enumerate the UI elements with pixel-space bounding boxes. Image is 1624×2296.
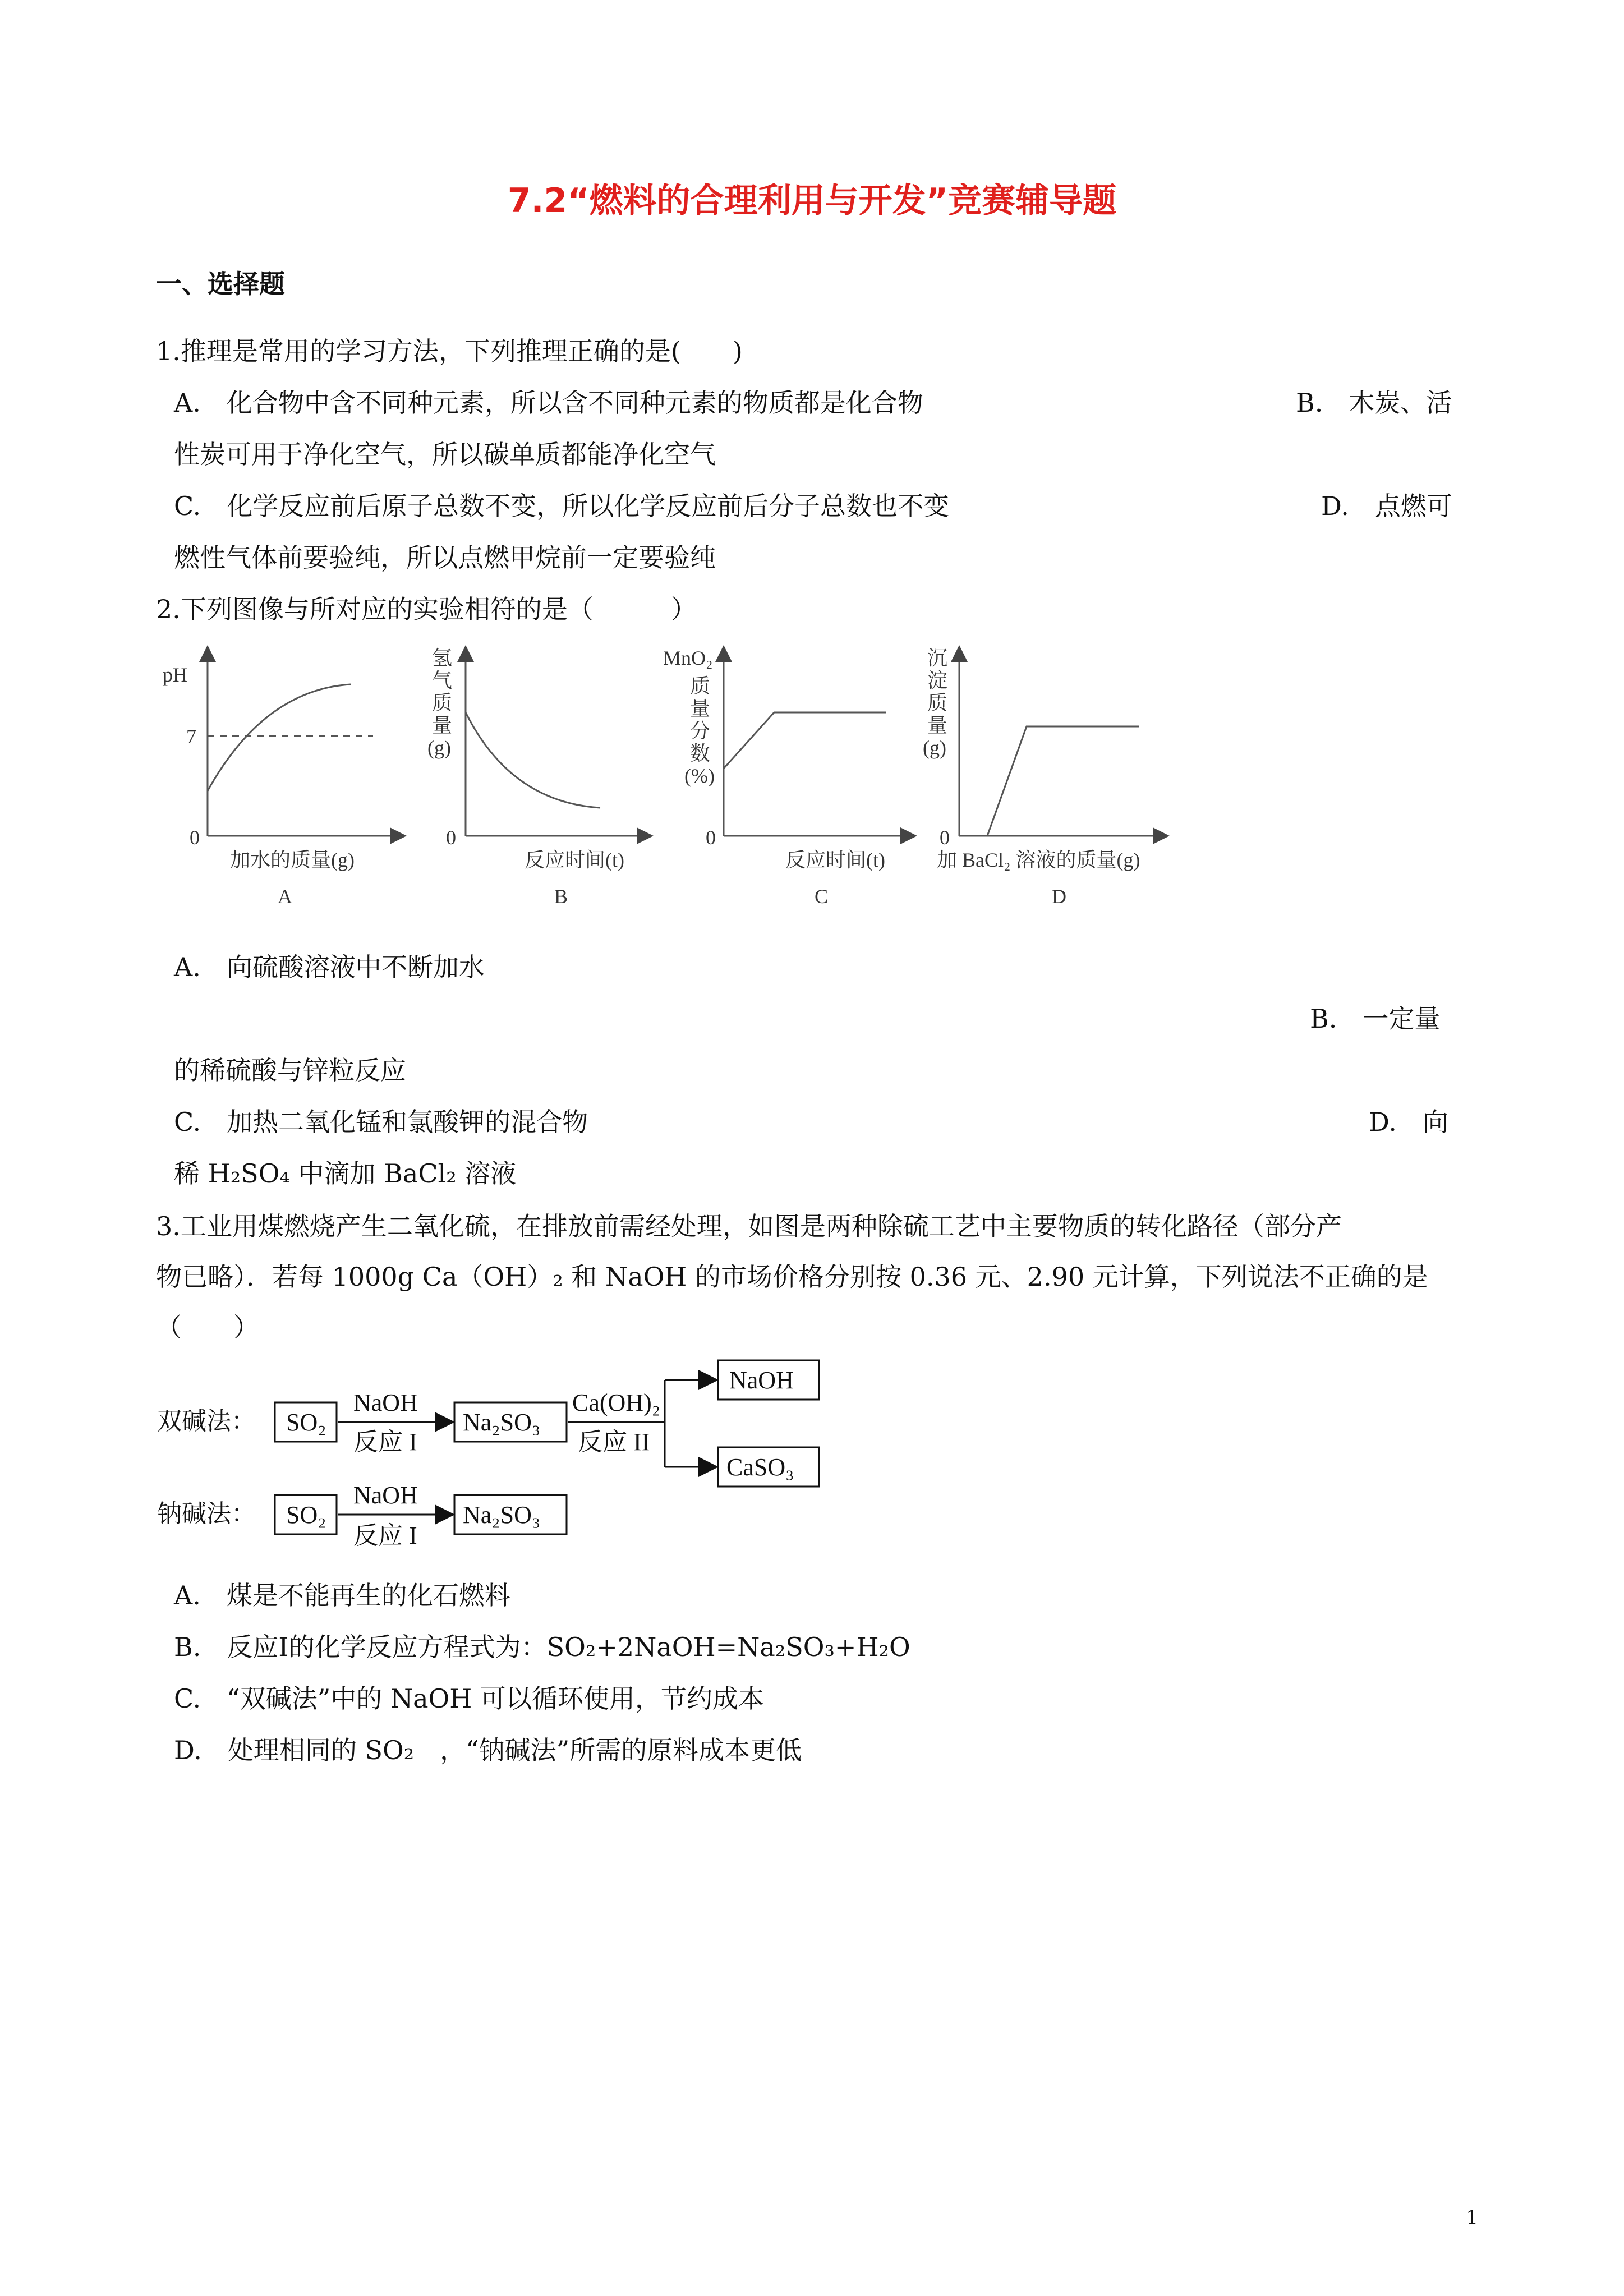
q3-stem-line1: 3.工业用煤燃烧产生二氧化硫，在排放前需经处理，如图是两种除硫工艺中主要物质的转化路径（部分产 bbox=[156, 1211, 1342, 1241]
graph-a-caption: A bbox=[278, 885, 292, 908]
q2-option-c: C. 加热二氧化锰和氯酸钾的混合物 bbox=[174, 1107, 588, 1137]
graph-b-ylabel-0: 氢 bbox=[432, 647, 453, 669]
graph-b-ylabel-4: (g) bbox=[427, 737, 451, 759]
q1-option-d-cont: 燃性气体前要验纯，所以点燃甲烷前一定要验纯 bbox=[174, 542, 716, 573]
section-heading: 一、选择题 bbox=[156, 269, 285, 299]
graph-b-caption: B bbox=[554, 885, 568, 908]
graph-a-zero: 0 bbox=[190, 826, 200, 849]
graph-c-ylabel-1: 量 bbox=[690, 697, 711, 720]
graph-c-ylabel-title: MnO₂ bbox=[663, 647, 713, 669]
so2-label-2: SO₂ bbox=[286, 1501, 326, 1529]
q1-option-b: B. 木炭、活 bbox=[1296, 388, 1452, 418]
graph-d-ylabel-3: 量 bbox=[927, 714, 948, 737]
graph-b-curve bbox=[466, 712, 600, 808]
q2-option-d-cont: 稀 H₂SO₄ 中滴加 BaCl₂ 溶液 bbox=[174, 1158, 517, 1189]
so2-label-1: SO₂ bbox=[286, 1409, 326, 1436]
caoh2-label: Ca(OH)₂ bbox=[572, 1389, 661, 1416]
q1-option-c: C. 化学反应前后原子总数不变，所以化学反应前后分子总数也不变 bbox=[174, 491, 950, 521]
graph-c-xlabel: 反应时间(t) bbox=[785, 849, 885, 871]
graph-b-ylabel-2: 质 bbox=[432, 692, 453, 714]
q3-option-a: A. 煤是不能再生的化石燃料 bbox=[174, 1580, 510, 1611]
q3-process-diagram bbox=[151, 1341, 858, 1565]
graph-c-caption: C bbox=[815, 885, 829, 908]
graph-b-ylabel-1: 气 bbox=[432, 669, 453, 692]
graph-c bbox=[724, 654, 909, 836]
naoh-out-label: NaOH bbox=[729, 1366, 794, 1394]
graph-d-zero: 0 bbox=[940, 826, 950, 849]
q2-option-b-cont: 的稀硫酸与锌粒反应 bbox=[174, 1055, 406, 1085]
graph-b-zero: 0 bbox=[446, 826, 456, 849]
q2-stem: 2.下列图像与所对应的实验相符的是（ ） bbox=[156, 594, 697, 624]
page-title: 7.2“燃料的合理利用与开发”竞赛辅导题 bbox=[507, 181, 1117, 220]
graph-a-xlabel: 加水的质量(g) bbox=[230, 849, 355, 871]
graph-c-zero: 0 bbox=[706, 826, 716, 849]
graph-d-ylabel-1: 淀 bbox=[927, 669, 948, 692]
graph-c-ylabel-4: (%) bbox=[684, 765, 715, 787]
q1-option-a: A. 化合物中含不同种元素，所以含不同种元素的物质都是化合物 bbox=[174, 388, 923, 418]
graph-c-ylabel-0: 质 bbox=[690, 675, 711, 697]
graph-a bbox=[208, 654, 398, 836]
graph-d bbox=[959, 654, 1161, 836]
page-number: 1 bbox=[1466, 2206, 1478, 2229]
graph-a-curve bbox=[208, 684, 351, 791]
reaction1-label-1: 反应 I bbox=[353, 1428, 417, 1456]
method-double-alkali: 双碱法： bbox=[157, 1407, 256, 1435]
graph-c-curve bbox=[724, 712, 886, 769]
na2so3-label-1: Na₂SO₃ bbox=[463, 1409, 541, 1436]
graph-b bbox=[466, 654, 645, 836]
q1-option-d: D. 点燃可 bbox=[1321, 491, 1452, 521]
graph-c-ylabel-3: 数 bbox=[690, 742, 711, 765]
q2-option-b: B. 一定量 bbox=[1310, 1004, 1441, 1034]
graph-b-ylabel-3: 量 bbox=[432, 714, 453, 737]
graph-c-ylabel-2: 分 bbox=[690, 720, 711, 742]
method-sodium-alkali: 钠碱法： bbox=[157, 1500, 256, 1527]
graph-a-ylabel: pH bbox=[163, 664, 187, 686]
q1-option-b-cont: 性炭可用于净化空气，所以碳单质都能净化空气 bbox=[174, 439, 716, 470]
q3-option-b: B. 反应Ⅰ的化学反应方程式为：SO₂+2NaOH=Na₂SO₃+H₂O bbox=[174, 1632, 910, 1662]
q3-stem-line3: （ ） bbox=[156, 1312, 259, 1342]
graph-d-curve bbox=[987, 726, 1139, 836]
graph-d-ylabel-0: 沉 bbox=[927, 647, 948, 669]
graph-a-seven: 7 bbox=[186, 725, 196, 748]
graph-d-ylabel-4: (g) bbox=[923, 737, 946, 759]
graph-d-xlabel: 加 BaCl₂ 溶液的质量(g) bbox=[937, 849, 1140, 871]
q3-option-c: C. “双碱法”中的 NaOH 可以循环使用，节约成本 bbox=[174, 1683, 764, 1714]
graph-d-caption: D bbox=[1052, 885, 1066, 908]
caso3-label: CaSO₃ bbox=[726, 1453, 794, 1481]
q2-graphs-figure bbox=[151, 639, 1195, 926]
graph-b-xlabel: 反应时间(t) bbox=[525, 849, 624, 871]
q2-option-d: D. 向 bbox=[1369, 1107, 1448, 1137]
na2so3-label-2: Na₂SO₃ bbox=[463, 1501, 541, 1529]
reaction1-label-2: 反应 I bbox=[353, 1522, 417, 1549]
naoh-label-1: NaOH bbox=[353, 1389, 418, 1416]
q1-stem: 1.推理是常用的学习方法，下列推理正确的是( ) bbox=[156, 336, 743, 366]
graph-d-ylabel-2: 质 bbox=[927, 692, 948, 714]
q3-option-d: D. 处理相同的 SO₂ ，“钠碱法”所需的原料成本更低 bbox=[174, 1735, 802, 1765]
q2-option-a: A. 向硫酸溶液中不断加水 bbox=[174, 952, 485, 982]
naoh-label-2: NaOH bbox=[353, 1481, 418, 1509]
reaction2-label: 反应 II bbox=[578, 1428, 650, 1456]
q3-stem-line2: 物已略）．若每 1000g Ca（OH）₂ 和 NaOH 的市场价格分别按 0.36 元、2.90 元计算，下列说法不正确的是 bbox=[156, 1262, 1428, 1292]
